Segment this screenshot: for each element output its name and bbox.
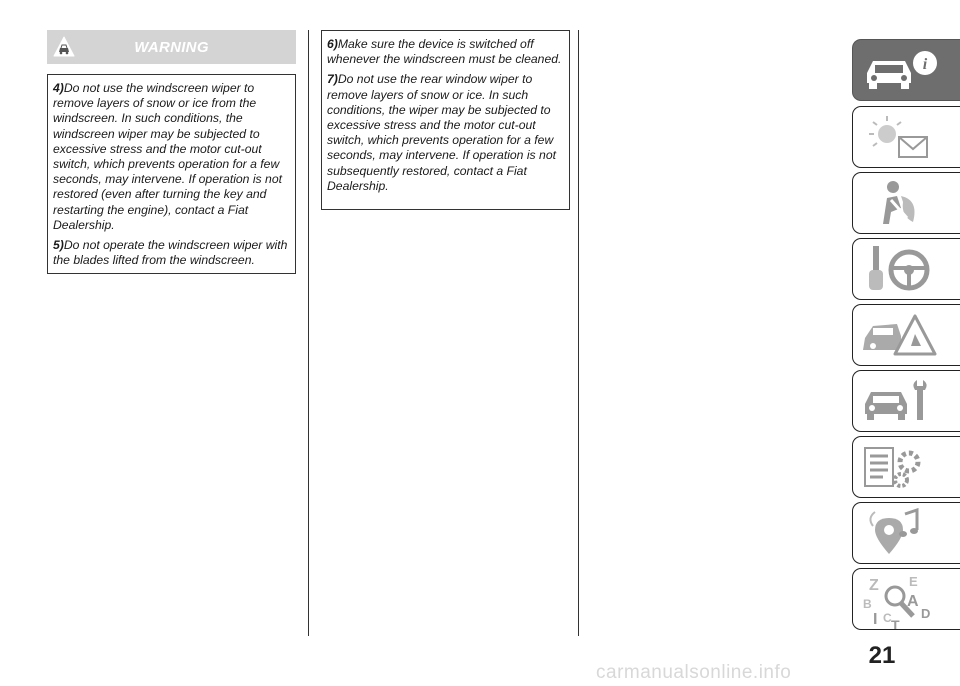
warning-box-left — [47, 74, 296, 274]
warning-box-middle — [321, 30, 570, 210]
svg-text:D: D — [921, 606, 931, 621]
watermark: carmanualsonline.info — [596, 662, 792, 683]
column-divider-left — [308, 30, 309, 636]
tab-safety[interactable] — [852, 172, 960, 234]
warning-item: 4)Do not use the windscreen wiper to remove layers of snow or ice from the windscreen. In such conditions, the windscreen wiper may be subjected to excessive stress and the motor cut-out switch, which prevents operation for a few seconds, may intervene. If operation is not restored (even after turning the key and restarting the engine), contact a Fiat Dealership. — [53, 81, 282, 232]
svg-text:A: A — [907, 593, 919, 610]
tab-dashboard[interactable] — [852, 106, 960, 168]
svg-text:C: C — [883, 611, 892, 625]
tab-starting-driving[interactable] — [852, 238, 960, 300]
seat-airbag-icon — [861, 178, 953, 228]
multimedia-icon — [861, 508, 953, 558]
tab-index[interactable] — [852, 568, 960, 630]
car-info-icon — [861, 45, 953, 95]
column-divider-right — [578, 30, 579, 636]
warning-item: 6)Make sure the device is switched off whenever the windscreen must be cleaned. — [327, 37, 562, 67]
warning-item: 5)Do not operate the windscreen wiper with the blades lifted from the windscreen. — [53, 238, 288, 268]
svg-text:T: T — [891, 617, 900, 630]
tab-in-an-emergency[interactable] — [852, 304, 960, 366]
warning-header — [47, 30, 296, 64]
svg-text:i: i — [922, 56, 928, 73]
tab-multimedia[interactable] — [852, 502, 960, 564]
warning-item: 7)Do not use the rear window wiper to remove layers of snow or ice. In such conditions, the wiper may be subjected to excessive stress and the motor cut-out switch, which prevents operation for a few seconds, may intervene. If operation is not subsequently restored, contact a Fiat Dealership. — [327, 72, 556, 193]
warning-title: WARNING — [134, 39, 209, 56]
svg-text:B: B — [863, 597, 872, 611]
tab-technical-data[interactable] — [852, 436, 960, 498]
car-maintenance-icon — [861, 376, 953, 426]
index-icon — [861, 574, 953, 630]
svg-text:Z: Z — [869, 577, 879, 594]
page-number: 21 — [868, 642, 896, 669]
svg-text:E: E — [909, 574, 918, 589]
svg-text:I: I — [873, 611, 878, 628]
tab-vehicle-info[interactable] — [852, 39, 960, 101]
technical-data-icon — [861, 442, 953, 492]
tab-servicing-care[interactable] — [852, 370, 960, 432]
car-emergency-icon — [861, 310, 953, 360]
warning-light-message-icon — [861, 112, 953, 162]
key-steering-wheel-icon — [861, 244, 953, 294]
